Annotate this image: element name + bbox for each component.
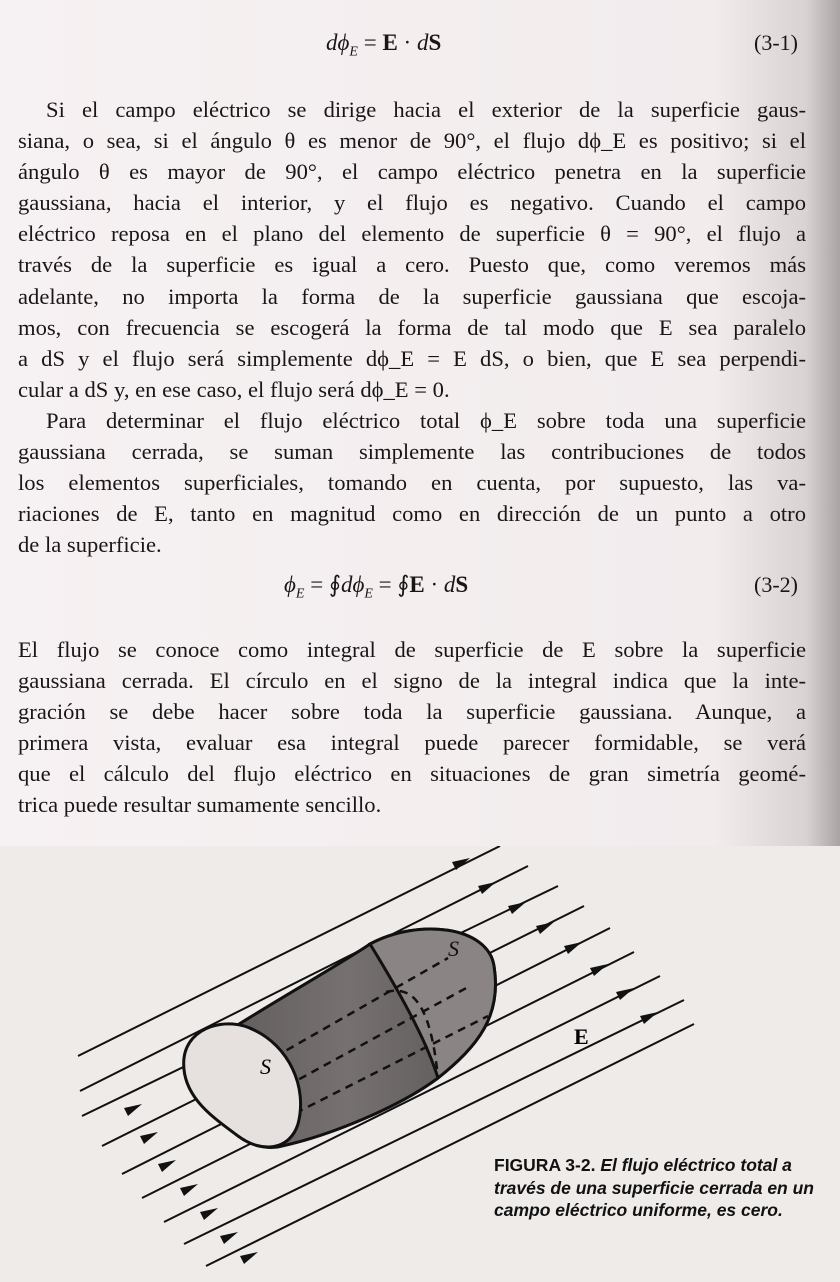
equation-number: (3-2) [754, 572, 798, 597]
text-line: mos, con frecuencia se escogerá la forma de tal modo que E sea paralelo [18, 314, 806, 340]
arrowhead-icon [616, 988, 634, 1000]
field-label: E [574, 1024, 589, 1049]
arrowhead-icon [564, 942, 582, 954]
text-line: adelante, no importa la forma de la superficie gaussiana que escoja- [18, 283, 806, 309]
text-line: Si el campo eléctrico se dirige hacia el exterior de la superficie gaus- [46, 97, 806, 122]
arrowhead-icon [240, 1252, 258, 1264]
arrowhead-icon [220, 1232, 238, 1244]
arrowhead-icon [124, 1104, 142, 1116]
arrowhead-icon [536, 922, 554, 934]
text-line: gaussiana cerrada. El círculo en el signo de la integral indica que la inte- [18, 668, 806, 694]
equation-formula: $d\phi_E = E$ · dS [326, 30, 442, 60]
text-line: gración se debe hacer sobre toda la superficie gaussiana. Aunque, a [18, 699, 806, 725]
text-line: El flujo se conoce como integral de superficie de E sobre la superficie [18, 637, 806, 662]
arrowhead-icon [640, 1012, 658, 1024]
text-line: riaciones de E, tanto en magnitud como en dirección de un punto a otro [18, 501, 806, 527]
arrowhead-icon [180, 1184, 198, 1196]
arrowhead-icon [158, 1160, 176, 1172]
surface-label-back: S [448, 936, 459, 961]
equation-3-2 [0, 572, 840, 602]
text-line: siana, o sea, si el ángulo θ es menor de 90°, el flujo dϕ_E es positivo; si el [18, 128, 806, 154]
arrowhead-icon [200, 1208, 218, 1220]
surface-label-front: S [260, 1054, 271, 1079]
equation-number: (3-1) [754, 30, 798, 55]
paragraph-2 [18, 405, 806, 560]
caption-text: El flujo eléctrico total a través de una superficie cerrada en un campo eléctrico uniforme, es cero. [494, 1155, 814, 1220]
arrowhead-icon [508, 902, 526, 914]
text-line: través de la superficie es igual a cero. Puesto que, como veremos más [18, 252, 806, 278]
arrowhead-icon [478, 882, 496, 894]
text-line: primera vista, evaluar esa integral puede parecer formidable, se verá [18, 730, 806, 756]
text-line: de la superficie. [18, 532, 162, 558]
text-line: los elementos superficiales, tomando en cuenta, por supuesto, las va- [18, 470, 806, 496]
arrowhead-icon [590, 964, 608, 976]
figure-caption [494, 1154, 828, 1222]
arrowhead-icon [140, 1132, 158, 1144]
paragraph-3 [18, 634, 806, 821]
equation-formula: $\phi_E$ = $∮d\phi_E$ = ∮E · dS [284, 572, 469, 602]
text-line: gaussiana, hacia el interior, y el flujo es negativo. Cuando el campo [18, 190, 806, 216]
text-line: a dS y el flujo será simplemente dϕ_E = E dS, o bien, que E sea perpendi- [18, 345, 806, 371]
equation-3-1 [0, 30, 840, 60]
text-line: gaussiana cerrada, se suman simplemente las contribuciones de todos [18, 439, 806, 465]
text-line: ángulo θ es mayor de 90°, el campo eléctrico penetra en la superficie [18, 159, 806, 185]
paragraph-1 [18, 94, 806, 405]
text-line: trica puede resultar sumamente sencillo. [18, 792, 382, 818]
caption-label: FIGURA 3-2. [494, 1155, 596, 1175]
text-line: cular a dS y, en ese caso, el flujo será dϕ_E = 0. [18, 376, 450, 402]
text-line: que el cálculo del flujo eléctrico en situaciones de gran simetría geomé- [18, 761, 806, 787]
text-line: eléctrico reposa en el plano del elemento de superficie θ = 90°, el flujo a [18, 221, 806, 247]
text-line: Para determinar el flujo eléctrico total ϕ_E sobre toda una superficie [46, 408, 806, 433]
